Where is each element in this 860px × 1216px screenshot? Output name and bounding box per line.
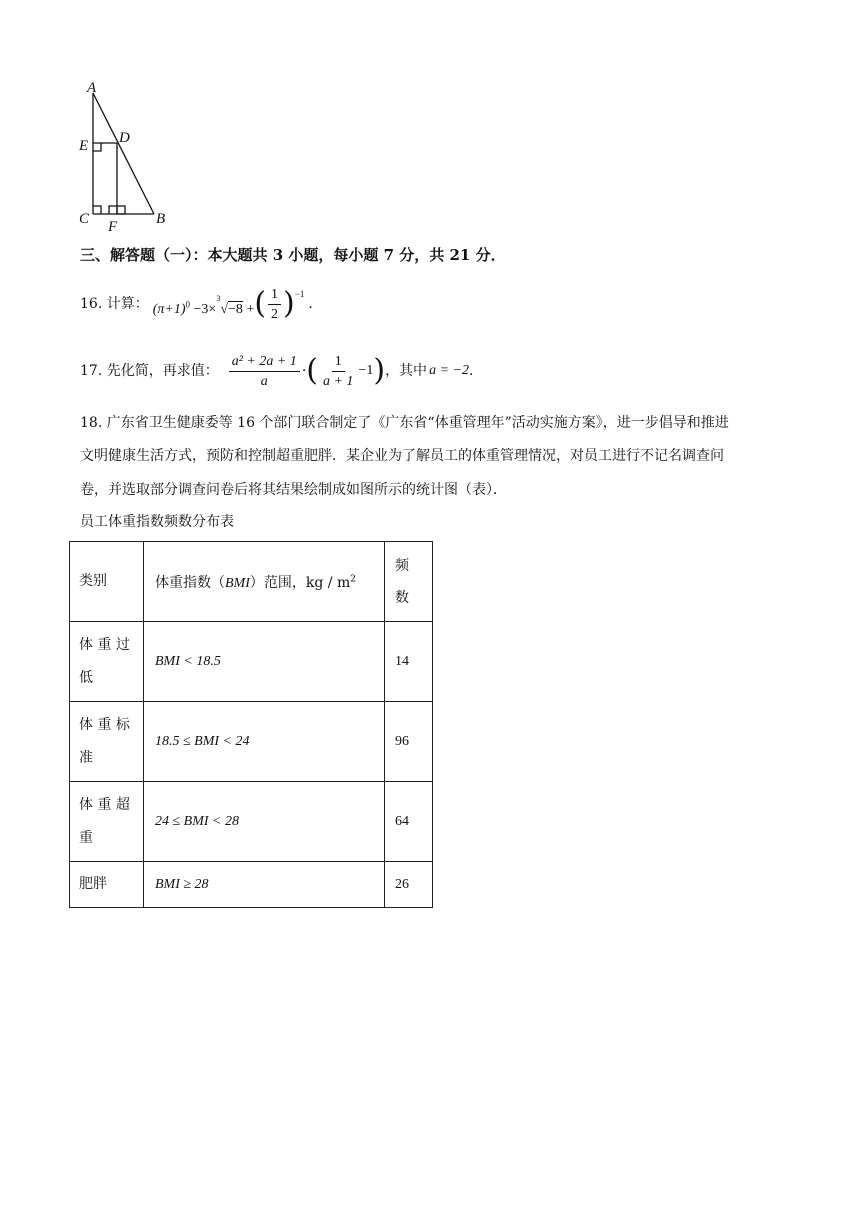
row-category (70, 702, 144, 782)
table-row (70, 862, 433, 908)
q17-minus-one: −1 (358, 363, 374, 378)
right-angle-mark-f (109, 206, 125, 214)
question-18-line-2: 文明健康生活方式，预防和控制超重肥胖．某企业为了解员工的体重管理情况，对员工进行不记名调查问 (80, 448, 724, 464)
q17-number: 17. 先化简，再求值： (80, 363, 219, 379)
table-row (70, 782, 433, 862)
table-row (70, 702, 433, 782)
row-category-1: 体 重 过 (79, 636, 130, 653)
row-range: 24 ≤ BMI < 28 (144, 782, 385, 862)
table-caption: 员工体重指数频数分布表 (80, 514, 234, 530)
table-row (70, 622, 433, 702)
header-range-prefix: 体重指数（ (155, 574, 225, 591)
label-a: A (87, 80, 97, 96)
q16-plus: + (246, 301, 255, 317)
row-category-2: 准 (79, 749, 93, 766)
q16-root-index: 3 (216, 293, 221, 303)
radical-sign-icon: √ (220, 301, 228, 317)
row-category (70, 862, 144, 908)
q16-end: ． (308, 296, 323, 312)
label-e: E (79, 138, 89, 154)
right-paren-icon: ) (373, 353, 386, 388)
q16-frac-den: 2 (271, 306, 279, 322)
row-frequency: 96 (385, 702, 433, 782)
q17-cond-prefix: ，其中 (385, 363, 428, 379)
header-category: 类别 (70, 542, 144, 622)
segment-ab (93, 93, 154, 214)
question-18-line-1: 18. 广东省卫生健康委等 16 个部门联合制定了《广东省“体重管理年”活动实施方案》，进一步倡导和推进 (80, 415, 729, 431)
question-18-line-3: 卷，并选取部分调查问卷后将其结果绘制成如图所示的统计图（表）． (80, 482, 507, 498)
q17-main-fraction (229, 353, 300, 390)
label-c: C (79, 211, 90, 227)
row-category-2: 重 (79, 829, 93, 846)
right-paren-icon: ) (283, 286, 295, 321)
table-header-row (70, 542, 433, 622)
row-frequency: 14 (385, 622, 433, 702)
q16-fraction (268, 286, 281, 323)
row-category-1: 体 重 标 (79, 716, 130, 733)
label-f: F (108, 219, 118, 233)
row-range: BMI < 18.5 (144, 622, 385, 702)
row-category-2: 低 (79, 669, 93, 686)
label-d: D (119, 130, 130, 146)
left-paren-icon: ( (254, 286, 267, 321)
row-category-1: 体 重 超 (79, 796, 130, 813)
section-heading: 三、解答题（一）：本大题共 3 小题，每小题 7 分，共 21 分． (80, 246, 506, 264)
label-b: B (156, 211, 166, 227)
right-angle-mark-e (93, 143, 101, 151)
q17-end: ． (468, 363, 483, 379)
q17-num: a² + 2a + 1 (229, 353, 300, 372)
q16-exp0: 0 (185, 298, 191, 309)
right-angle-mark-c (93, 206, 101, 214)
row-frequency: 64 (385, 782, 433, 862)
q17-inner-den: a + 1 (322, 373, 354, 389)
q17-dot: · (301, 363, 307, 379)
header-range-sup: 2 (350, 573, 356, 584)
header-range-suffix: ）范围，kg / m (249, 574, 351, 591)
q16-minus-3x: −3× (193, 301, 217, 317)
header-freq-2: 数 (395, 589, 409, 606)
header-range (144, 542, 385, 622)
bmi-frequency-table (69, 541, 433, 908)
q17-cond: a = −2 (429, 363, 469, 378)
left-paren-icon: ( (306, 353, 318, 388)
q16-radicand: −8 (228, 301, 243, 317)
question-17 (80, 348, 483, 394)
q16-number: 16. 计算： (80, 296, 149, 312)
q16-frac-num: 1 (268, 286, 281, 305)
q17-den: a (260, 373, 268, 389)
header-range-var: BMI (225, 575, 250, 591)
row-range: 18.5 ≤ BMI < 24 (144, 702, 385, 782)
row-range: BMI ≥ 28 (144, 862, 385, 908)
row-frequency: 26 (385, 862, 433, 908)
geometry-figure (70, 78, 190, 233)
q16-exp-neg1: −1 (294, 289, 305, 299)
q16-base: (π+1) (152, 301, 186, 317)
row-category (70, 622, 144, 702)
question-16 (80, 283, 322, 325)
header-freq-1: 频 (395, 557, 409, 574)
row-category (70, 782, 144, 862)
q17-inner-num: 1 (332, 353, 345, 372)
header-frequency (385, 542, 433, 622)
row-category-1: 肥胖 (79, 876, 107, 892)
q17-inner-fraction (320, 353, 356, 390)
